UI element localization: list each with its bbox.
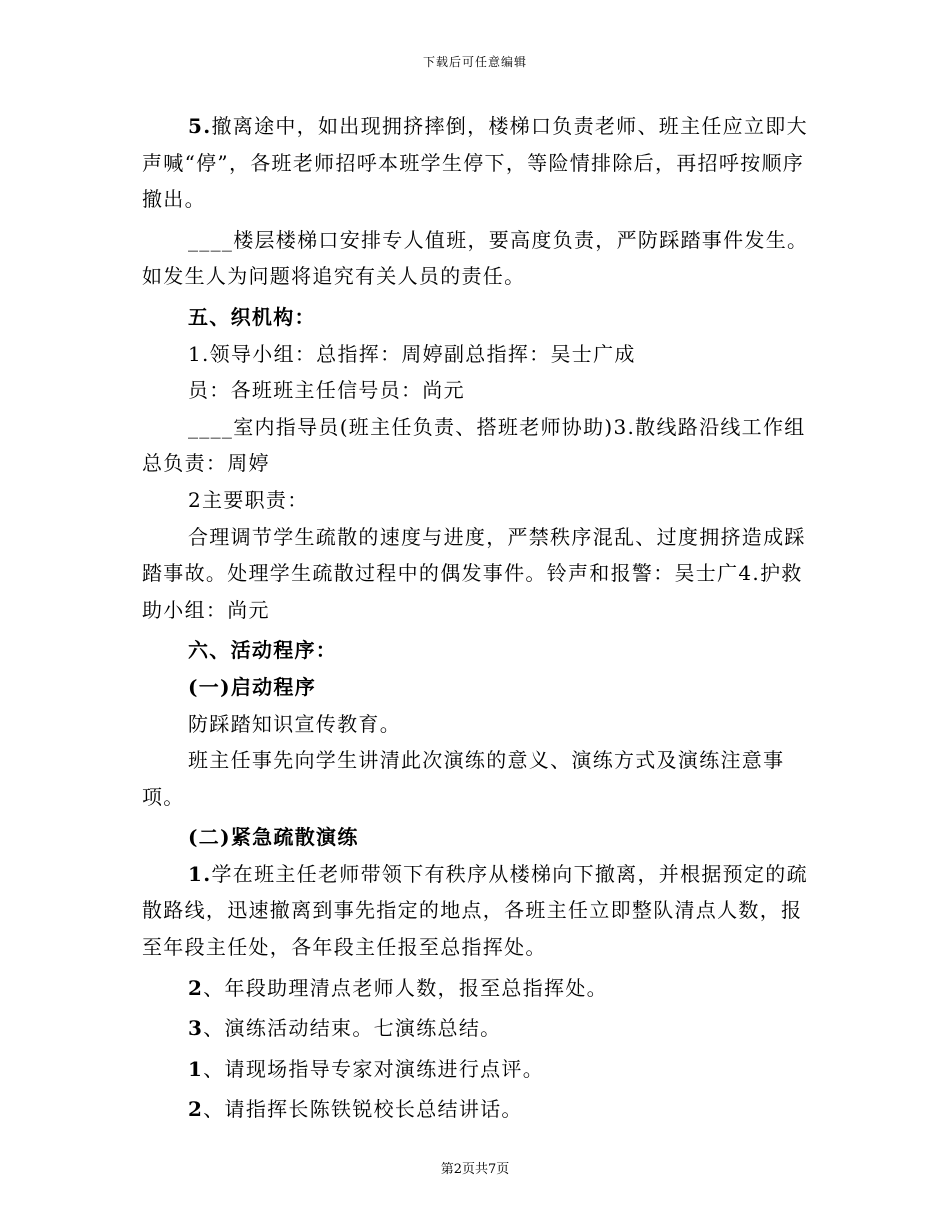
paragraph-text: 、请指挥长陈铁锐校长总结讲话。: [203, 1097, 523, 1122]
item-number: 5.: [188, 114, 212, 138]
heading-organization: 五、织机构：: [188, 304, 316, 329]
paragraph-duties: 合理调节学生疏散的速度与进度，严禁秩序混乱、过度拥挤造成踩踏事故。处理学生疏散过程中的偶发事件。铃声和报警：吴士广4.护救助小组：尚元: [142, 524, 806, 622]
paragraph-summary-1: [142, 1051, 810, 1088]
item-number: 2: [188, 975, 204, 1000]
paragraph-text: 、请现场指导专家对演练进行点评。: [203, 1056, 545, 1081]
paragraph-drill-1: [142, 856, 810, 966]
page-footer: 第2页共7页: [440, 1162, 510, 1177]
heading-startup: (一)启动程序: [188, 674, 317, 699]
heading-procedure: 六、活动程序：: [188, 638, 338, 663]
item-number: 3: [188, 1016, 204, 1041]
paragraph-drill-3: [142, 1010, 810, 1047]
item-number: 1.: [188, 861, 212, 886]
heading-emergency-drill: (二)紧急疏散演练: [188, 825, 359, 850]
paragraph-text: 学在班主任老师带领下有秩序从楼梯向下撤离，并根据预定的疏散路线，迅速撤离到事先指定的地点，各班主任立即整队清点人数，报至年段主任处，各年段主任报至总指挥处。: [142, 861, 808, 960]
paragraph-summary-2: [142, 1091, 810, 1128]
document-body: [142, 108, 810, 1128]
paragraph-duties-title: 2主要职责：: [188, 487, 309, 512]
paragraph-education: 防踩踏知识宣传教育。: [188, 711, 401, 736]
paragraph-leadership: 1.领导小组：总指挥：周婷副总指挥：吴士广成: [188, 341, 636, 366]
paragraph-drill-2: [142, 970, 810, 1007]
paragraph-text: 撤离途中，如出现拥挤摔倒，楼梯口负责老师、班主任应立即大声喊“停”，各班老师招呼本班学生停下，等险情排除后，再招呼按顺序撤出。: [142, 114, 808, 212]
paragraph-stair-duty: ____楼层楼梯口安排专人值班，要高度负责，严防踩踏事件发生。如发生人为问题将追究有关人员的责任。: [142, 227, 809, 289]
paragraph-indoor-guide: ____室内指导员(班主任负责、搭班老师协助)3.散线路沿线工作组总负责：周婷: [142, 414, 806, 476]
paragraph-evacuation-5: [142, 108, 810, 218]
page-header: 下载后可任意编辑: [422, 55, 527, 69]
paragraph-teacher-brief: 班主任事先向学生讲清此次演练的意义、演练方式及演练注意事项。: [142, 748, 785, 809]
paragraph-text: 、年段助理清点老师人数，报至总指挥处。: [203, 975, 608, 1000]
paragraph-members: 员：各班班主任信号员：尚元: [188, 378, 465, 403]
item-number: 2: [188, 1097, 204, 1122]
item-number: 1: [188, 1056, 204, 1081]
paragraph-text: 、演练活动结束。七演练总结。: [203, 1016, 502, 1041]
